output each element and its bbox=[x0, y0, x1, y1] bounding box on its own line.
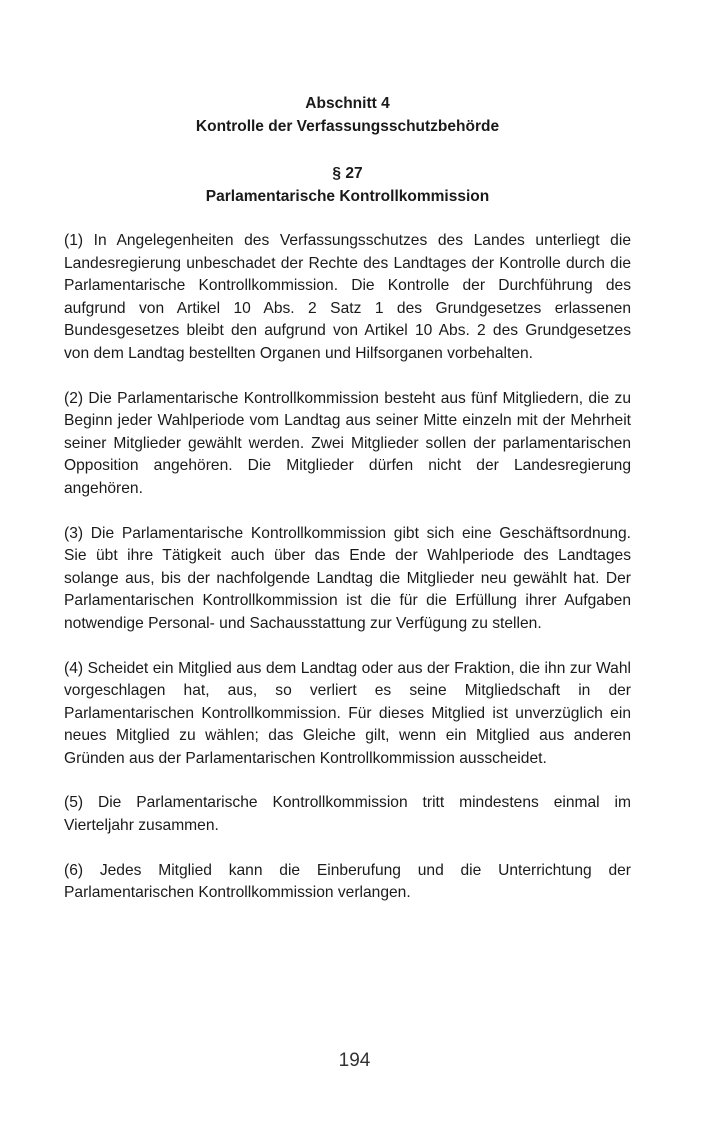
section-title: Kontrolle der Verfassungsschutzbehörde bbox=[195, 118, 500, 135]
paragraph-2: (2) Die Parlamentarische Kontrollkommission besteht aus fünf Mitgliedern, die zu Beginn jeder Wahlperiode vom Landtag aus seiner Mitte einzeln mit der Mehrheit seiner Mitglieder gewählt werden. Zwei Mitglieder sollen der parlamentarischen Opposition angehören. Die Mitglieder dürfen nicht der Landesregierung angehören. bbox=[64, 389, 631, 497]
paragraph-heading bbox=[64, 162, 631, 208]
paragraph-4: (4) Scheidet ein Mitglied aus dem Landtag oder aus der Fraktion, die ihn zur Wahl vorgeschlagen hat, aus, so verliert es seine Mitgliedschaft in der Parlamentarischen Kontrollkommission. Für dieses Mitglied ist unverzüglich ein neues Mitglied zu wählen; das Gleiche gilt, wenn ein Mitglied aus anderen Gründen aus der Parlamentarischen Kontrollkommission ausscheidet. bbox=[64, 659, 631, 767]
paragraph-title: Parlamentarische Kontrollkommission bbox=[205, 188, 490, 205]
paragraph-5: (5) Die Parlamentarische Kontrollkommission tritt mindestens einmal im Vierteljahr zusammen. bbox=[64, 794, 631, 835]
section-number: Abschnitt 4 bbox=[305, 95, 390, 112]
paragraph-number: § 27 bbox=[332, 165, 363, 182]
document-page bbox=[64, 92, 631, 927]
paragraph-3: (3) Die Parlamentarische Kontrollkommission gibt sich eine Geschäftsordnung. Sie übt ihre Tätigkeit auch über das Ende der Wahlperiode des Landtages solange aus, bis der nachfolgende Landtag die Mitglieder neu gewählt hat. Der Parlamentarischen Kontrollkommission ist die für die Erfüllung ihrer Aufgaben notwendige Personal- und Sachausstattung zur Verfügung zu stellen. bbox=[64, 524, 631, 632]
page-number: 194 bbox=[338, 1050, 371, 1071]
section-heading bbox=[64, 92, 631, 138]
paragraph-6: (6) Jedes Mitglied kann die Einberufung und die Unterrichtung der Parlamentarischen Kontrollkommission verlangen. bbox=[64, 861, 631, 902]
paragraph-1: (1) In Angelegenheiten des Verfassungsschutzes des Landes unterliegt die Landesregierung unbeschadet der Rechte des Landtages der Kontrolle durch die Parlamentarische Kontrollkommission. Die Kontrolle der Durchführung des aufgrund von Artikel 10 Abs. 2 Satz 1 des Grundgesetzes erlassenen Bundesgesetzes bleibt den aufgrund von Artikel 10 Abs. 2 des Grundgesetzes von dem Landtag bestellten Organen und Hilfsorganen vorbehalten. bbox=[64, 232, 631, 362]
body-text bbox=[64, 230, 631, 905]
